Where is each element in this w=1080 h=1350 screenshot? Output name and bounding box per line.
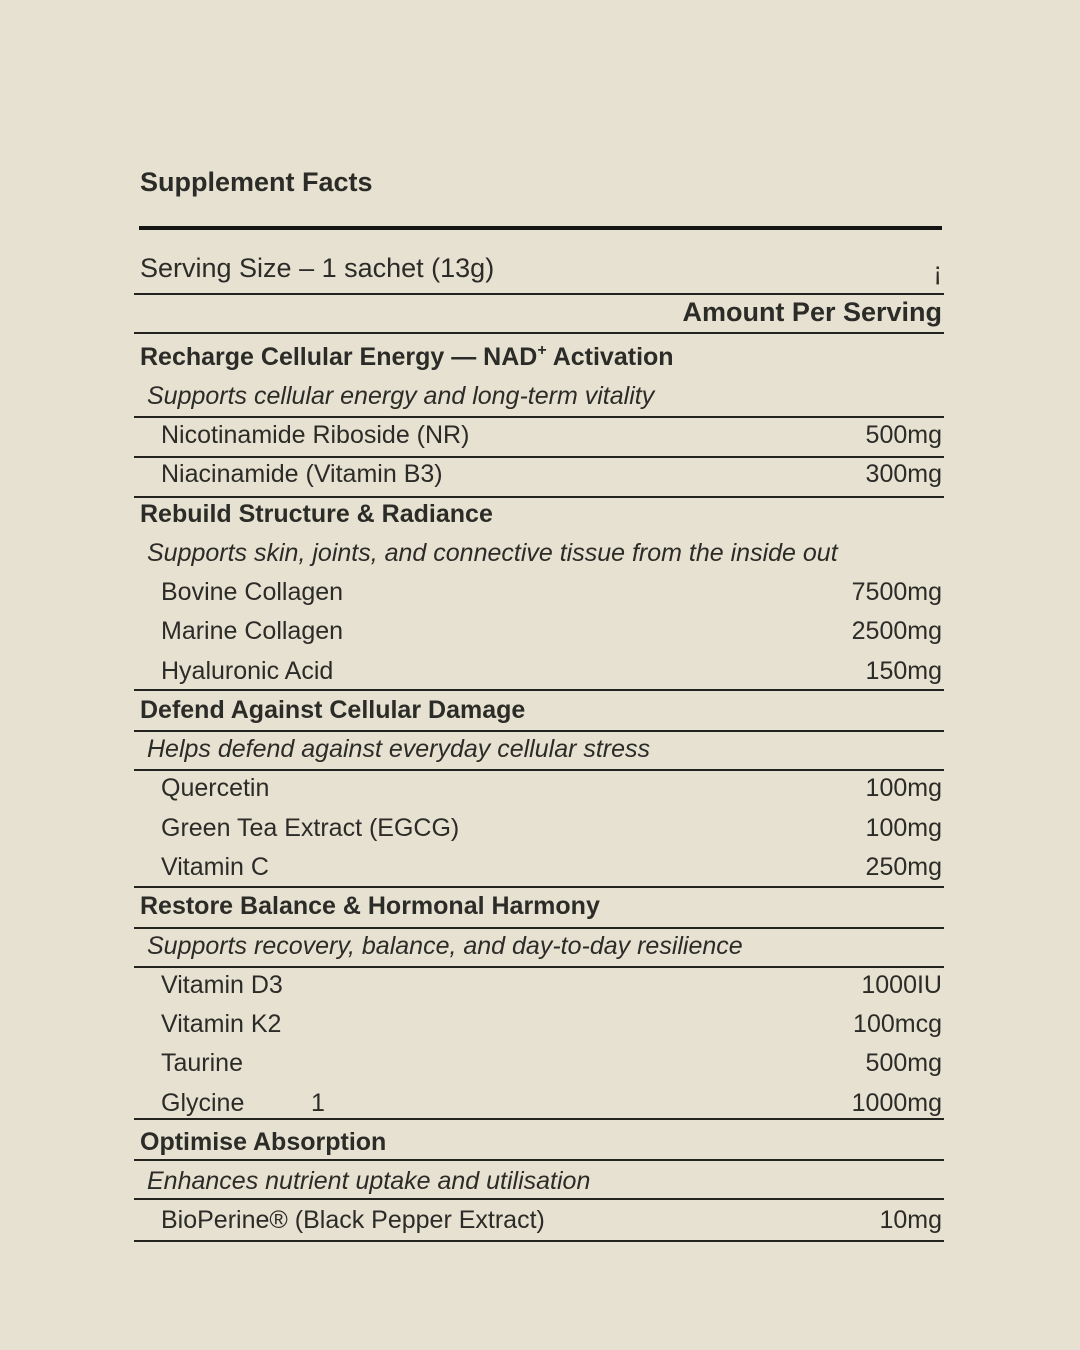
ingredient-name: Taurine <box>161 1049 243 1077</box>
ingredient-name: Hyaluronic Acid <box>161 657 334 685</box>
ingredient-name: Glycine <box>161 1089 245 1117</box>
section-title-superscript: + <box>537 342 547 359</box>
divider <box>134 1198 944 1200</box>
bottom-divider <box>134 1240 944 1242</box>
ingredient-amount: 500mg <box>865 421 942 449</box>
section-divider <box>134 1118 944 1120</box>
ingredient-amount: 150mg <box>865 657 942 685</box>
divider <box>134 927 944 929</box>
ingredient-amount: 7500mg <box>851 578 942 606</box>
divider <box>134 1159 944 1161</box>
section-description: Supports skin, joints, and connective tissue from the inside out <box>147 539 838 567</box>
divider <box>134 332 944 334</box>
ingredient-name: Quercetin <box>161 774 270 802</box>
ingredient-row <box>161 1087 942 1119</box>
ingredient-name: Niacinamide (Vitamin B3) <box>161 460 443 488</box>
ingredient-amount: 2500mg <box>851 617 942 645</box>
ingredient-row <box>161 969 942 1001</box>
ingredient-amount: 100mcg <box>853 1010 942 1038</box>
ingredient-row <box>161 1008 942 1040</box>
section-title-suffix: Activation <box>546 343 674 371</box>
ingredient-name: Marine Collagen <box>161 617 344 645</box>
ingredient-name: Nicotinamide Riboside (NR) <box>161 421 470 449</box>
ingredient-name: Vitamin K2 <box>161 1010 282 1038</box>
ingredient-row <box>161 1047 942 1079</box>
section-title-rebuild: Rebuild Structure & Radiance <box>140 500 493 528</box>
ingredient-row <box>161 615 942 647</box>
ingredient-row <box>161 419 942 451</box>
ingredient-amount: 300mg <box>865 460 942 488</box>
ingredient-name: BioPerine® (Black Pepper Extract) <box>161 1206 545 1234</box>
ingredient-amount: 1000IU <box>861 971 942 999</box>
ingredient-row <box>161 576 942 608</box>
panel-title: Supplement Facts <box>140 167 373 197</box>
section-title-text: Recharge Cellular Energy — NAD <box>140 343 538 371</box>
ingredient-name: Green Tea Extract (EGCG) <box>161 814 460 842</box>
serving-size: Serving Size – 1 sachet (13g) <box>140 253 495 283</box>
divider <box>134 730 944 732</box>
section-title-absorption: Optimise Absorption <box>140 1128 387 1156</box>
ingredient-name: Bovine Collagen <box>161 578 344 606</box>
ingredient-name: Vitamin D3 <box>161 971 283 999</box>
divider <box>134 966 944 968</box>
ingredient-row <box>161 772 942 804</box>
footnote-marker: 1 <box>311 1089 325 1117</box>
ingredient-row <box>161 458 942 490</box>
ingredient-amount: 250mg <box>865 853 942 881</box>
section-description: Supports recovery, balance, and day-to-day resilience <box>147 932 743 960</box>
section-description: Supports cellular energy and long-term vitality <box>147 382 655 410</box>
supplement-facts-panel <box>134 0 946 1350</box>
ingredient-row <box>161 1204 942 1236</box>
ingredient-amount: 1000mg <box>851 1089 942 1117</box>
ingredient-amount: 500mg <box>865 1049 942 1077</box>
section-divider <box>134 689 944 691</box>
ingredient-name: Vitamin C <box>161 853 269 881</box>
ingredient-amount: 100mg <box>865 814 942 842</box>
section-title-restore: Restore Balance & Hormonal Harmony <box>140 892 600 920</box>
ingredient-row <box>161 812 942 844</box>
info-icon[interactable]: ¡ <box>933 256 942 286</box>
ingredient-row <box>161 655 942 687</box>
section-divider <box>134 886 944 888</box>
ingredient-row <box>161 851 942 883</box>
section-description: Helps defend against everyday cellular stress <box>147 735 651 763</box>
section-description: Enhances nutrient uptake and utilisation <box>147 1167 591 1195</box>
ingredient-amount: 100mg <box>865 774 942 802</box>
ingredient-amount: 10mg <box>879 1206 942 1234</box>
divider <box>134 769 944 771</box>
section-title-recharge <box>140 341 674 373</box>
amount-per-serving-header: Amount Per Serving <box>682 297 942 327</box>
divider <box>134 416 944 418</box>
thick-divider <box>139 226 942 230</box>
section-title-defend: Defend Against Cellular Damage <box>140 696 526 724</box>
